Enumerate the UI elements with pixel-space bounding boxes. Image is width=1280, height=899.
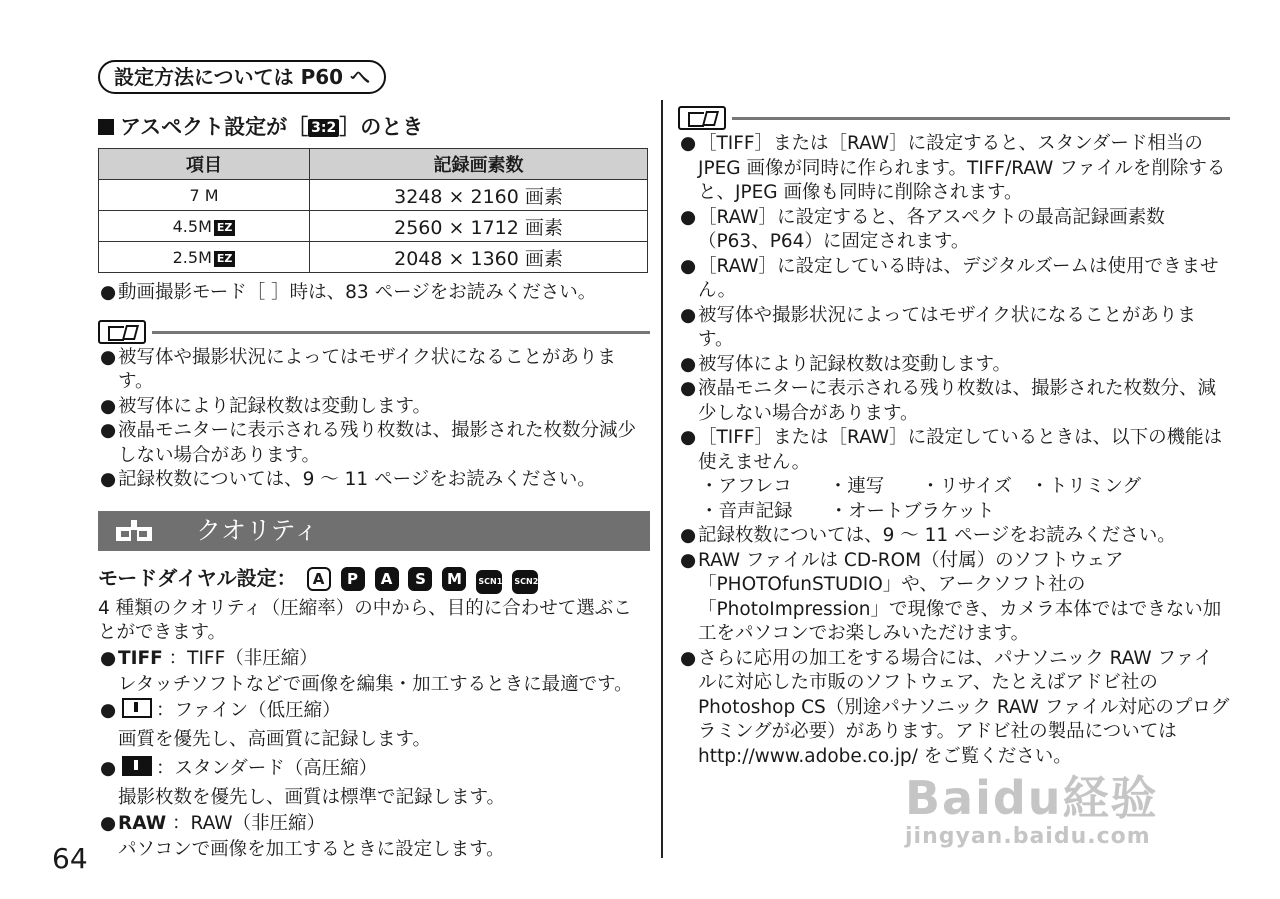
list-item: ● ［RAW］に設定すると、各アスペクトの最高記録画素数（P63、P64）に固定されます。	[680, 206, 1165, 252]
disabled-feature-list: ・音声記録 ・オートブラケット	[700, 500, 995, 522]
option-tiff: ● TIFF ：TIFF（非圧縮）	[100, 647, 318, 669]
list-item: ● 被写体により記録枚数は変動します。	[100, 395, 432, 417]
list-item: ● ［TIFF］または［RAW］に設定すると、スタンダード相当の JPEG 画像が同時に作られます。TIFF/RAW ファイルを削除すると、JPEG 画像も同時に削除されます。	[680, 133, 1226, 203]
aspect-heading: アスペクト設定が［ 3:2 ］のとき	[98, 112, 650, 142]
section-title: クオリティ	[196, 515, 319, 545]
quality-section-bar	[98, 511, 650, 551]
pixel-table	[98, 148, 648, 273]
list-item: ● 液晶モニターに表示される残り枚数は、撮影された枚数分減少しない場合があります。	[100, 420, 637, 466]
aspect-badge: 3:2	[308, 119, 339, 137]
page-number: 64	[52, 842, 88, 875]
reference-pill: 設定方法については P60 へ	[98, 60, 386, 94]
ez-badge: EZ	[214, 220, 236, 236]
list-item: ● さらに応用の加工をする場合には、パナソニック RAW ファイルに対応した市販のソフトウェア、たとえばアドビ社の Photoshop CS（別途パナソニック RAW ファイル対応のプログラミングが必要）があります。アドビ社の製品については http://www.adobe.co.jp/ をご覧ください。	[680, 647, 1230, 767]
table-row: 2.5M EZ 2048 × 1360 画素	[99, 242, 648, 273]
list-item: ● 液晶モニターに表示される残り枚数は、撮影された枚数分、減少しない場合があります。	[680, 378, 1217, 424]
memo-rule	[732, 117, 1230, 120]
table-row: 4.5M EZ 2560 × 1712 画素	[99, 211, 648, 242]
list-item: ● ［RAW］に設定している時は、デジタルズームは使用できません。	[680, 255, 1219, 301]
movie-note-list	[98, 281, 650, 306]
memo-book-icon	[678, 106, 726, 130]
list-item: ● 動画撮影モード［ ］時は、83 ページをお読みください。	[100, 282, 597, 303]
scene1-mode-icon: SCN1	[476, 570, 502, 594]
square-bullet-icon	[98, 119, 114, 135]
aperture-mode-icon: A	[375, 567, 399, 591]
shutter-mode-icon: S	[408, 567, 432, 591]
quality-icon	[114, 519, 154, 543]
list-item: ● 被写体により記録枚数は変動します。	[680, 353, 1012, 375]
list-item: ● RAW ファイルは CD-ROM（付属）のソフトウェア「PHOTOfunSTUDIO」や、アークソフト社の「PhotoImpression」で現像でき、カメラ本体ではできない加工をパソコンでお楽しみいただけます。	[680, 549, 1222, 644]
memo-header	[98, 320, 650, 346]
memo-rule	[152, 331, 650, 334]
list-item: ● 記録枚数については、9 ～ 11 ページをお読みください。	[680, 525, 1176, 546]
memo-book-icon	[98, 320, 146, 344]
option-standard: ● ：スタンダード（高圧縮）	[100, 757, 378, 779]
left-notes	[98, 346, 650, 493]
table-row: 7 M 3248 × 2160 画素	[99, 180, 648, 211]
list-item: ● 被写体や撮影状況によってはモザイク状になることがあります。	[100, 346, 616, 392]
memo-header	[678, 106, 1230, 132]
standard-quality-icon	[122, 756, 152, 776]
auto-mode-icon: A	[307, 567, 331, 591]
mode-dial-line: モードダイヤル設定： A P A S M SCN1 SCN2	[98, 563, 650, 593]
right-notes-after	[678, 524, 1230, 769]
baidu-watermark: Baidu経验 jingyan.baidu.com	[905, 771, 1159, 849]
table-header-item: 項目	[99, 149, 310, 180]
fine-quality-icon	[122, 698, 152, 718]
column-divider	[661, 100, 663, 858]
option-fine: ● ：ファイン（低圧縮）	[100, 699, 341, 721]
left-column: 設定方法については P60 へ アスペクト設定が［ 3:2 ］のとき 項目 記録画素数 7 M 3248 × 2160 画素 4.5M EZ 2560 × 1712 画素 2.5M EZ 2048 × 1360 画素 ● 動画撮影モード［ ］時は、83 ページをお読みください。 ● 被写体や撮影状況によってはモザイク状になることがあります。 ● 被写体により記録枚数は変動します。 ● 液晶モニターに表示される残り枚数は、撮影された枚数分減少しない場合があります。 ● 記録枚数については、9 ～ 11 ページをお読みください。 クオリティ モードダイヤル設定： A P A S M SCN1 SCN2 4 種類のクオリティ（圧縮率）の中から、目的に合わせて選ぶことができます。 ● TIFF ：TIFF（非圧縮） レタッチソフトなどで画像を編集・加工するときに最適です。 ● ：ファイン（低圧縮） 画質を優先し、高画質に記録します。 ● ：スタンダード（高圧縮） 撮影枚数を優先し、画質は標準で記録します。 ● RAW ：RAW（非圧縮） パソコンで画像を加工するときに設定します。	[98, 60, 650, 863]
disabled-feature-list: ・アフレコ ・連写 ・リサイズ ・トリミング	[700, 476, 1142, 497]
list-item: ● 記録枚数については、9 ～ 11 ページをお読みください。	[100, 469, 596, 490]
ez-badge: EZ	[214, 251, 236, 267]
list-item: ● 被写体や撮影状況によってはモザイク状になることがあります。	[680, 304, 1196, 350]
list-item: ● ［TIFF］または［RAW］に設定しているときは、以下の機能は使えません。	[680, 427, 1223, 473]
right-notes	[678, 132, 1230, 475]
option-raw: ● RAW ：RAW（非圧縮）	[100, 812, 326, 834]
quality-intro: 4 種類のクオリティ（圧縮率）の中から、目的に合わせて選ぶことができます。	[98, 597, 632, 643]
manual-mode-icon: M	[442, 567, 466, 591]
scene2-mode-icon: SCN2	[512, 570, 538, 594]
right-column	[678, 100, 1230, 769]
program-mode-icon: P	[341, 567, 365, 591]
table-header-pixels: 記録画素数	[310, 149, 648, 180]
